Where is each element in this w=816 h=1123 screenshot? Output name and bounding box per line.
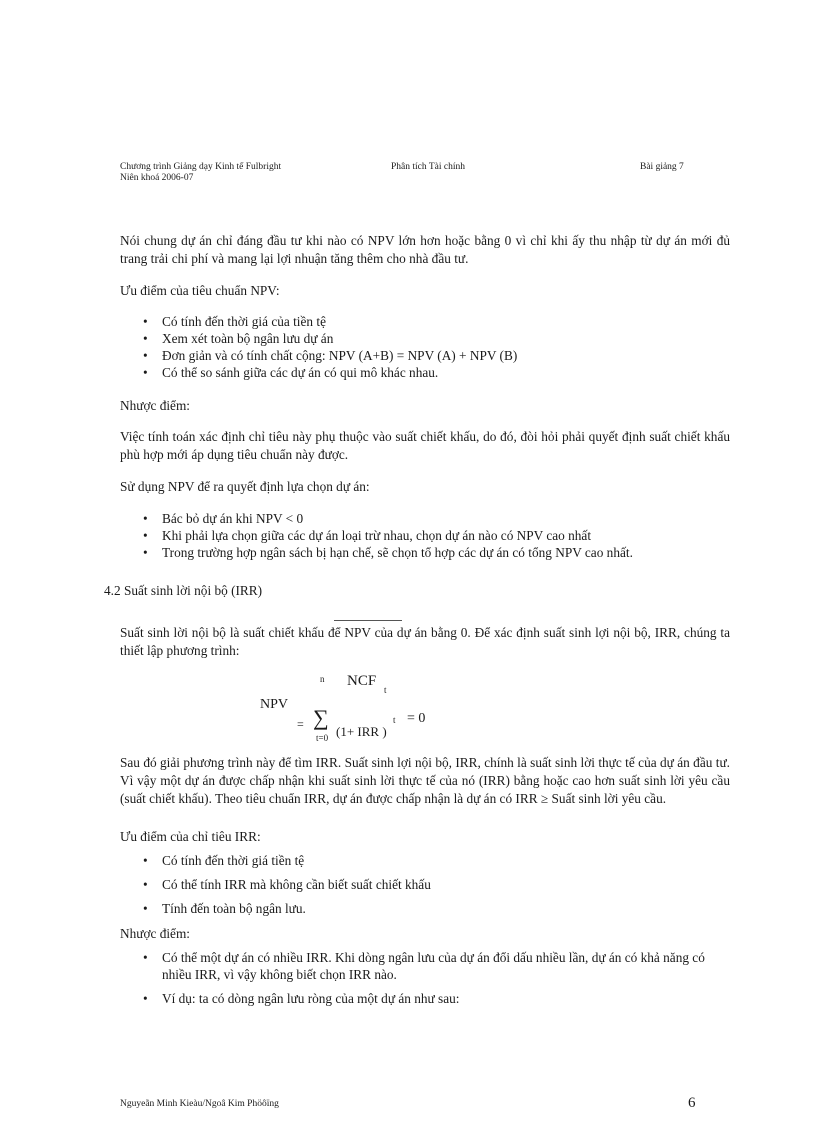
npv-usage-list	[140, 510, 730, 561]
list-item: • Có thể tính IRR mà không cần biết suất chiết khấu	[143, 877, 431, 892]
formula-equals: =	[297, 717, 304, 731]
formula-numerator: NCF	[347, 673, 377, 689]
list-item: • Có tính đến thời giá tiền tệ	[143, 853, 305, 868]
list-item: • Có thể một dự án có nhiều IRR. Khi dòng ngân lưu của dự án đổi dấu nhiều lần, dự án có khả năng có nhiều IRR, vì vậy không biết chọn IRR nào.	[143, 950, 705, 982]
irr-disadvantages-title: Nhược điểm:	[120, 926, 190, 941]
formula-sum-sign: ∑	[313, 705, 329, 730]
irr-advantages-title: Ưu điểm của chỉ tiêu IRR:	[120, 829, 261, 844]
paragraph-npv-conclusion: Nói chung dự án chỉ đáng đầu tư khi nào có NPV lớn hơn hoặc bằng 0 vì chỉ khi ấy thu nhập từ dự án mới đủ trang trải chi phí và mang lại lợi nhuận tăng thêm cho nhà đầu tư.	[120, 233, 730, 266]
irr-disadvantages-list	[140, 949, 732, 1014]
list-item: • Có tính đến thời giá của tiền tệ	[143, 314, 326, 329]
formula-denominator-superscript: t	[393, 715, 396, 725]
formula-denominator: (1+ IRR )	[336, 724, 387, 739]
formula-lower-limit: t=0	[316, 733, 329, 743]
list-item: • Tính đến toàn bộ ngân lưu.	[143, 901, 306, 916]
irr-intro-paragraph: Suất sinh lời nội bộ là suất chiết khấu để NPV của dự án bằng 0. Để xác định suất sinh lợi nội bộ, IRR, chúng ta thiết lập phương trình:	[120, 625, 730, 658]
list-item: • Xem xét toàn bộ ngân lưu dự án	[143, 331, 334, 346]
npv-disadvantages-title: Nhược điểm:	[120, 398, 190, 413]
header-year: Niên khoá 2006-07	[120, 173, 194, 183]
irr-advantages-list	[140, 852, 730, 924]
list-item: • Khi phải lựa chọn giữa các dự án loại trừ nhau, chọn dự án nào có NPV cao nhất	[143, 528, 592, 543]
formula-rhs: = 0	[407, 711, 426, 726]
section-heading-irr: 4.2 Suất sinh lời nội bộ (IRR)	[104, 583, 263, 598]
header-program: Chương trình Giảng dạy Kinh tế Fulbright	[120, 162, 282, 172]
rule-divider	[334, 620, 402, 621]
list-item: • Bác bỏ dự án khi NPV < 0	[143, 511, 304, 526]
list-item: • Đơn giản và có tính chất cộng: NPV (A+B) = NPV (A) + NPV (B)	[143, 348, 518, 363]
npv-advantages-title: Ưu điểm của tiêu chuẩn NPV:	[120, 283, 280, 298]
formula-numerator-subscript: t	[384, 685, 387, 695]
formula-lhs: NPV	[260, 697, 289, 712]
npv-usage-title: Sử dụng NPV để ra quyết định lựa chọn dự án:	[120, 479, 370, 494]
list-item: • Ví dụ: ta có dòng ngân lưu ròng của một dự án như sau:	[143, 991, 460, 1006]
header-lecture: Bài giảng 7	[640, 162, 684, 172]
list-item: • Có thể so sánh giữa các dự án có qui mô khác nhau.	[143, 365, 439, 380]
npv-disadvantages-text: Việc tính toán xác định chỉ tiêu này phụ thuộc vào suất chiết khấu, do đó, đòi hỏi phải quyết định suất chiết khấu phù hợp mới áp dụng tiêu chuẩn này được.	[120, 429, 730, 462]
header-subject: Phân tích Tài chính	[391, 162, 465, 172]
irr-explanation-paragraph: Sau đó giải phương trình này để tìm IRR. Suất sinh lợi nội bộ, IRR, chính là suất sinh lời thực tế của dự án đầu tư. Vì vậy một dự án được chấp nhận khi suất sinh lời thực tế của nó (IRR) bằng hoặc cao hơn suất sinh lời yêu cầu (suất chiết khấu). Theo tiêu chuẩn IRR, dự án được chấp nhận là dự án có IRR ≥ Suất sinh lời yêu cầu.	[120, 755, 730, 806]
npv-advantages-list	[140, 313, 730, 381]
list-item: • Trong trường hợp ngân sách bị hạn chế, sẽ chọn tổ hợp các dự án có tổng NPV cao nhất.	[143, 545, 633, 560]
formula-upper-limit: n	[320, 674, 325, 684]
footer-author: Nguyeãn Minh Kieàu/Ngoâ Kim Phöôïng	[120, 1099, 279, 1109]
page-number: 6	[688, 1095, 696, 1111]
